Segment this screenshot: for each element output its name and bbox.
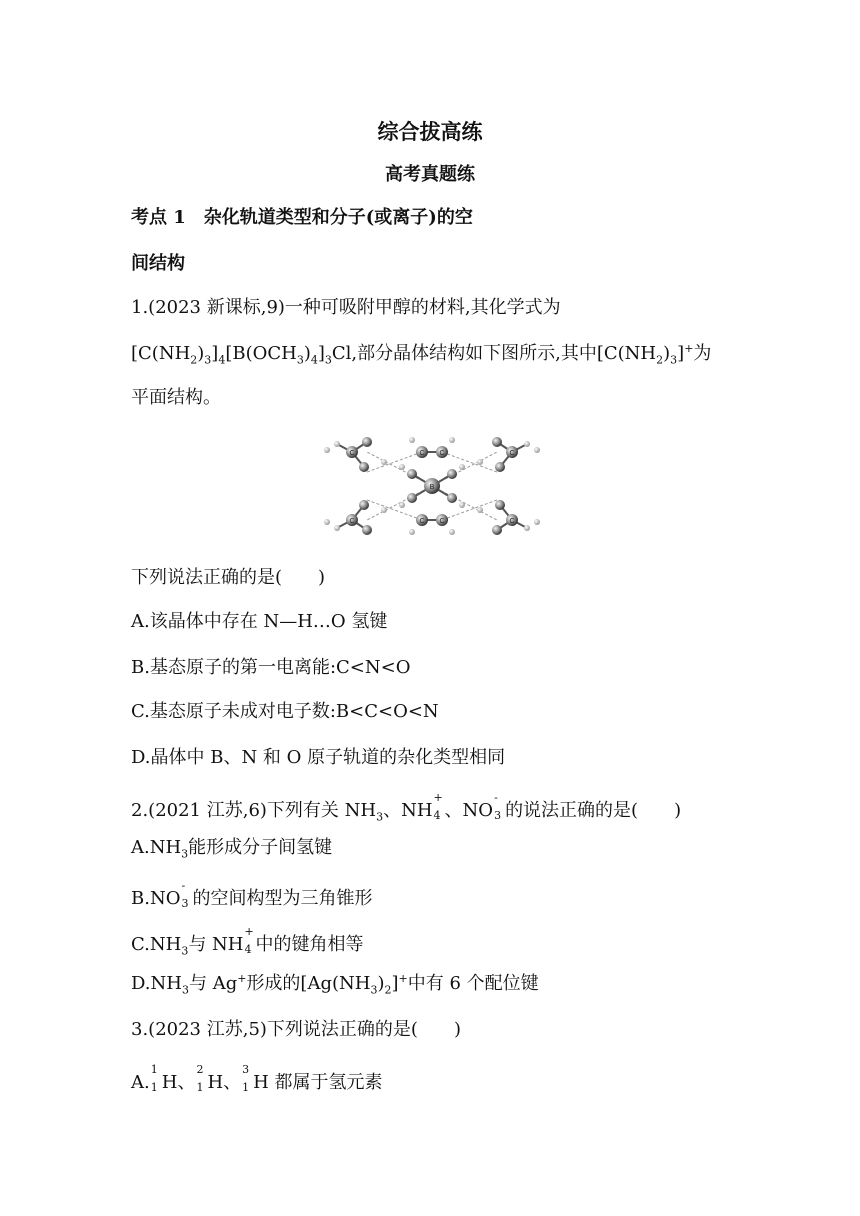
svg-text:C: C [419,450,425,457]
q2-option-d: $D.NH_3$与 Ag+形成的$[Ag(NH_3)_2]^+$中有 6 个配位键 [131,972,539,997]
section-subtitle: 高考真题练 [385,164,475,185]
svg-text:C: C [419,518,425,525]
topic-heading-line2: 间结构 [131,253,185,274]
crystal-structure-figure [312,422,552,552]
svg-text:C: C [349,518,355,525]
q1-option-a: A.该晶体中存在 N—H…O 氢键 [131,611,388,632]
q1-option-b: B.基态原子的第一电离能:C<N<O [131,657,411,678]
q3-option-a: A. 1 1 H、 2 1 H、 3 1 H 都属于氢元素 [131,1063,383,1094]
svg-text:C: C [509,450,515,457]
page-title: 综合拔高练 [377,119,483,144]
svg-text:C: C [349,450,355,457]
q2-stem: 2.(2021 江苏,6)下列有关 $NH_3$、NH + 4 、NO - 3 的说法正确的是( ) [131,791,682,824]
boron-label: B [429,484,435,491]
q1-formula-line: $[C(NH_2)_3]_4[B(OCH_3)_4]_3Cl$,部分晶体结构如下图所示,其中$[C(NH_2)_3]^+$为 [131,342,712,367]
q1-prompt: 下列说法正确的是( ) [131,567,326,588]
svg-text:C: C [439,518,445,525]
topic-heading-line1: 考点 1 杂化轨道类型和分子(或离子)的空 [131,207,473,228]
q1-stem: 1.(2023 新课标,9)一种可吸附甲醇的材料,其化学式为 [131,297,561,318]
q1-option-d: D.晶体中 B、N 和 O 原子轨道的杂化类型相同 [131,747,506,768]
q1-stem-end: 平面结构。 [131,387,221,408]
q1-option-c: C.基态原子未成对电子数:B<C<O<N [131,701,439,722]
q2-option-c: $C.NH_3$与 NH + 4 中的键角相等 [131,925,364,958]
q3-stem: 3.(2023 江苏,5)下列说法正确的是( ) [131,1019,461,1040]
q2-option-a: $A.NH_3$能形成分子间氢键 [131,837,333,861]
svg-text:C: C [439,450,445,457]
q2-option-b: B.NO - 3 的空间构型为三角锥形 [131,879,373,910]
svg-text:C: C [509,518,515,525]
